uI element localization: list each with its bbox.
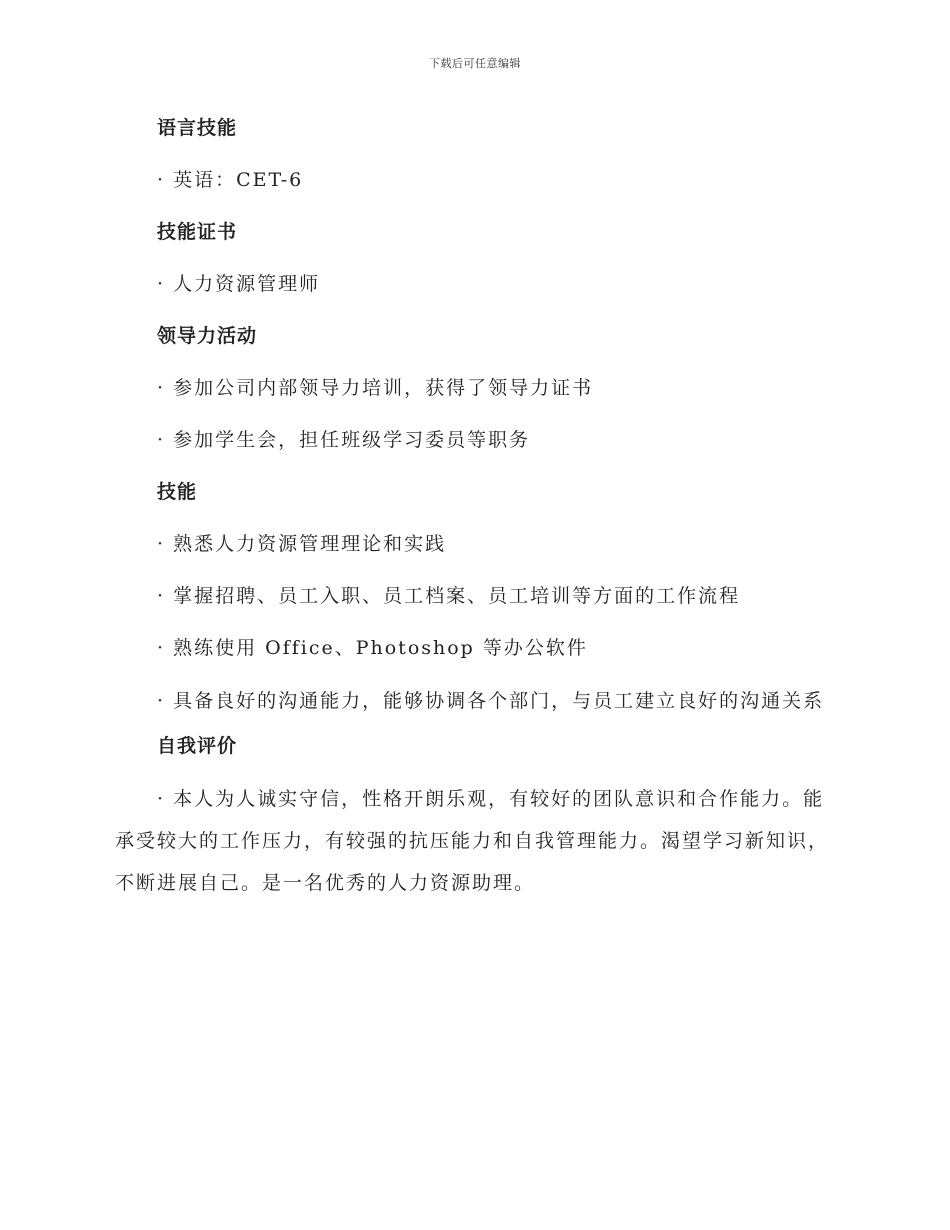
leadership-item: · 参加学生会，担任班级学习委员等职务 (157, 429, 531, 451)
section-title-certificates: 技能证书 (157, 221, 238, 243)
header-note: 下载后可任意编辑 (429, 57, 521, 70)
skill-item: · 具备良好的沟通能力，能够协调各个部门，与员工建立良好的沟通关系 (157, 690, 825, 712)
section-title-leadership: 领导力活动 (157, 325, 258, 347)
language-item: · 英语：CET-6 (157, 169, 304, 191)
skill-item: · 熟悉人力资源管理理论和实践 (157, 533, 447, 555)
certificate-item: · 人力资源管理师 (157, 273, 321, 295)
section-title-language: 语言技能 (157, 117, 238, 139)
section-title-skills: 技能 (157, 481, 198, 503)
section-title-self-evaluation: 自我评价 (157, 735, 238, 757)
self-evaluation-text: · 本人为人诚实守信，性格开朗乐观，有较好的团队意识和合作能力。能承受较大的工作压力，有较强的抗压能力和自我管理能力。渴望学习新知识，不断进展自己。是一名优秀的人力资源助理。 (115, 788, 830, 894)
skill-item: · 掌握招聘、员工入职、员工档案、员工培训等方面的工作流程 (157, 585, 741, 607)
skill-item: · 熟练使用 Office、Photoshop 等办公软件 (157, 637, 588, 659)
resume-content (115, 108, 835, 912)
leadership-item: · 参加公司内部领导力培训，获得了领导力证书 (157, 377, 594, 399)
